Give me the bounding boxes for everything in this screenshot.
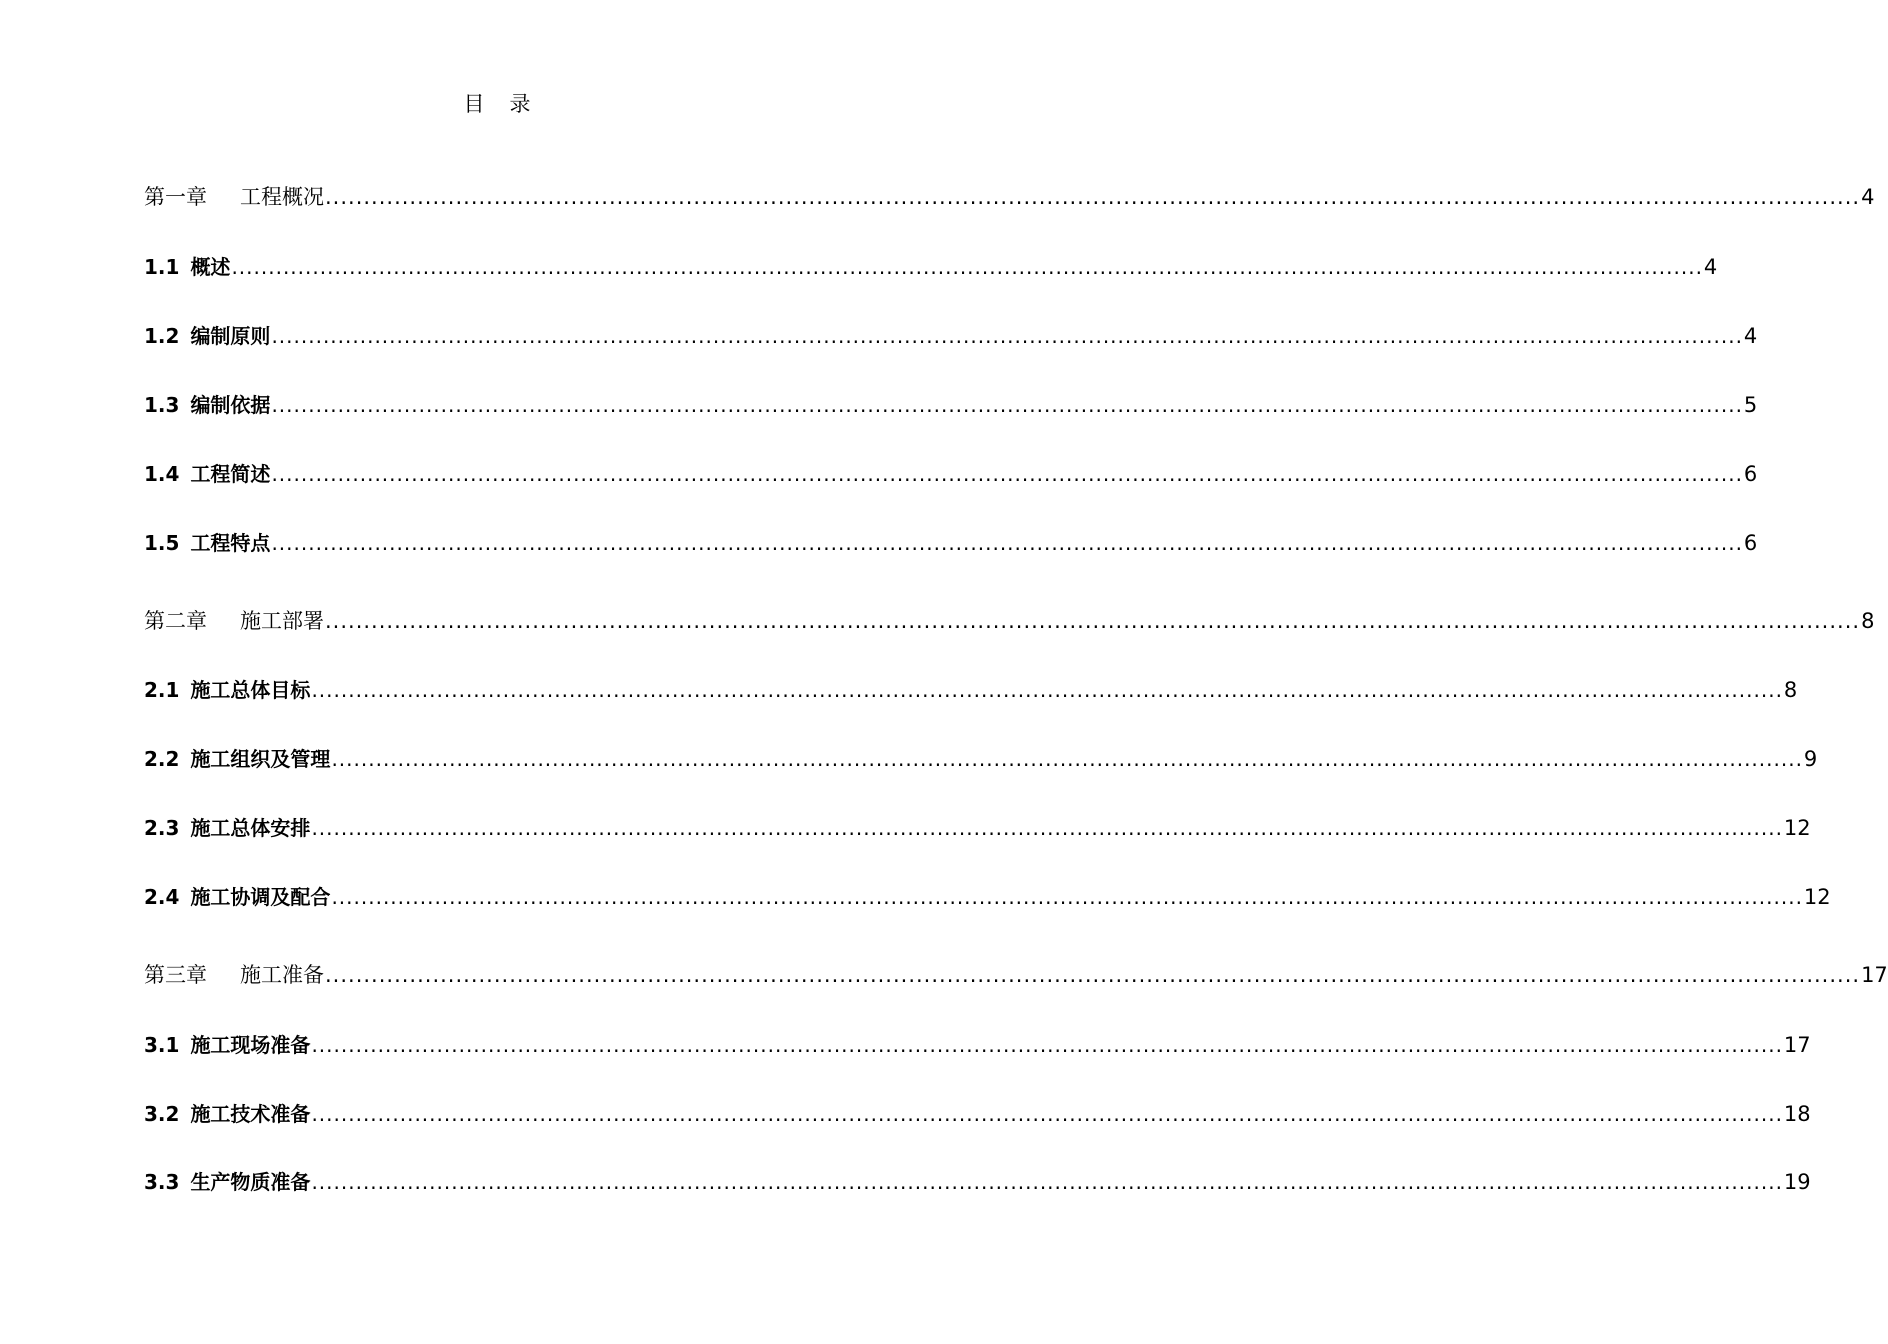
entry-number: 2.3 (144, 816, 180, 840)
dot-leader: ........................................................................................................................................................................................................ (331, 885, 1803, 909)
entry-title: 施工技术准备 (190, 1102, 311, 1126)
entry-number: 3.1 (144, 1033, 180, 1057)
dot-leader: ........................................................................................................................................................................................................ (231, 255, 1703, 279)
toc-entry-3-1[interactable] (144, 1029, 1811, 1059)
entry-title: 施工总体目标 (190, 678, 311, 702)
dot-leader: ........................................................................................................................................................................................................ (311, 678, 1783, 702)
entry-number: 1.3 (144, 393, 180, 417)
entry-number: 1.1 (144, 255, 180, 279)
dot-leader: ........................................................................................................................................................................................................ (325, 185, 1861, 209)
entry-title: 施工总体安排 (190, 816, 311, 840)
entry-title: 施工组织及管理 (190, 747, 331, 771)
entry-title: 生产物质准备 (190, 1170, 311, 1194)
entry-page: 9 (1803, 747, 1818, 771)
entry-number: 3.3 (144, 1170, 180, 1194)
toc-entry-2-3[interactable] (144, 812, 1811, 842)
entry-title: 工程简述 (190, 462, 271, 486)
toc-entry-1-2[interactable] (144, 320, 1758, 350)
entry-number: 1.5 (144, 531, 180, 555)
entry-page: 4 (1861, 185, 1875, 209)
entry-page: 17 (1783, 1033, 1811, 1057)
toc-entry-2-2[interactable] (144, 743, 1818, 773)
toc-entry-1-1[interactable] (144, 251, 1718, 281)
dot-leader: ........................................................................................................................................................................................................ (311, 1033, 1783, 1057)
toc-title: 目 录 (463, 92, 533, 116)
dot-leader: ........................................................................................................................................................................................................ (271, 531, 1743, 555)
entry-title: 工程特点 (190, 531, 271, 555)
entry-title: 施工准备 (240, 963, 324, 987)
dot-leader: ........................................................................................................................................................................................................ (271, 324, 1743, 348)
entry-page: 5 (1743, 393, 1758, 417)
entry-page: 17 (1861, 963, 1888, 987)
entry-title: 施工部署 (240, 609, 324, 633)
entry-page: 4 (1703, 255, 1718, 279)
entry-title: 工程概况 (240, 185, 324, 209)
entry-number: 第一章 (144, 185, 207, 209)
entry-title: 编制原则 (190, 324, 271, 348)
dot-leader: ........................................................................................................................................................................................................ (325, 963, 1861, 987)
toc-entry-1-5[interactable] (144, 527, 1758, 557)
dot-leader: ........................................................................................................................................................................................................ (311, 816, 1783, 840)
entry-number: 第二章 (144, 609, 207, 633)
entry-page: 8 (1783, 678, 1798, 702)
entry-page: 4 (1743, 324, 1758, 348)
entry-title: 编制依据 (190, 393, 271, 417)
dot-leader: ........................................................................................................................................................................................................ (271, 462, 1743, 486)
toc-entry-chapter-1[interactable] (144, 181, 1875, 211)
dot-leader: ........................................................................................................................................................................................................ (271, 393, 1743, 417)
entry-number: 2.2 (144, 747, 180, 771)
entry-number: 2.4 (144, 885, 180, 909)
toc-entry-2-4[interactable] (144, 881, 1831, 911)
entry-title: 施工现场准备 (190, 1033, 311, 1057)
dot-leader: ........................................................................................................................................................................................................ (311, 1170, 1783, 1194)
entry-number: 3.2 (144, 1102, 180, 1126)
toc-entry-1-3[interactable] (144, 389, 1758, 419)
entry-title: 概述 (190, 255, 231, 279)
toc-entry-1-4[interactable] (144, 458, 1758, 488)
entry-page: 18 (1783, 1102, 1811, 1126)
toc-entry-chapter-3[interactable] (144, 959, 1888, 989)
dot-leader: ........................................................................................................................................................................................................ (311, 1102, 1783, 1126)
toc-entry-2-1[interactable] (144, 674, 1798, 704)
entry-page: 12 (1783, 816, 1811, 840)
dot-leader: ........................................................................................................................................................................................................ (331, 747, 1803, 771)
entry-number: 1.4 (144, 462, 180, 486)
entry-number: 1.2 (144, 324, 180, 348)
toc-entry-chapter-2[interactable] (144, 605, 1875, 635)
entry-page: 19 (1783, 1170, 1811, 1194)
entry-page: 6 (1743, 462, 1758, 486)
toc-entry-3-3[interactable] (144, 1166, 1811, 1196)
entry-page: 8 (1861, 609, 1875, 633)
entry-number: 2.1 (144, 678, 180, 702)
entry-page: 12 (1803, 885, 1831, 909)
entry-title: 施工协调及配合 (190, 885, 331, 909)
entry-page: 6 (1743, 531, 1758, 555)
toc-entry-3-2[interactable] (144, 1098, 1811, 1128)
entry-number: 第三章 (144, 963, 207, 987)
dot-leader: ........................................................................................................................................................................................................ (325, 609, 1861, 633)
